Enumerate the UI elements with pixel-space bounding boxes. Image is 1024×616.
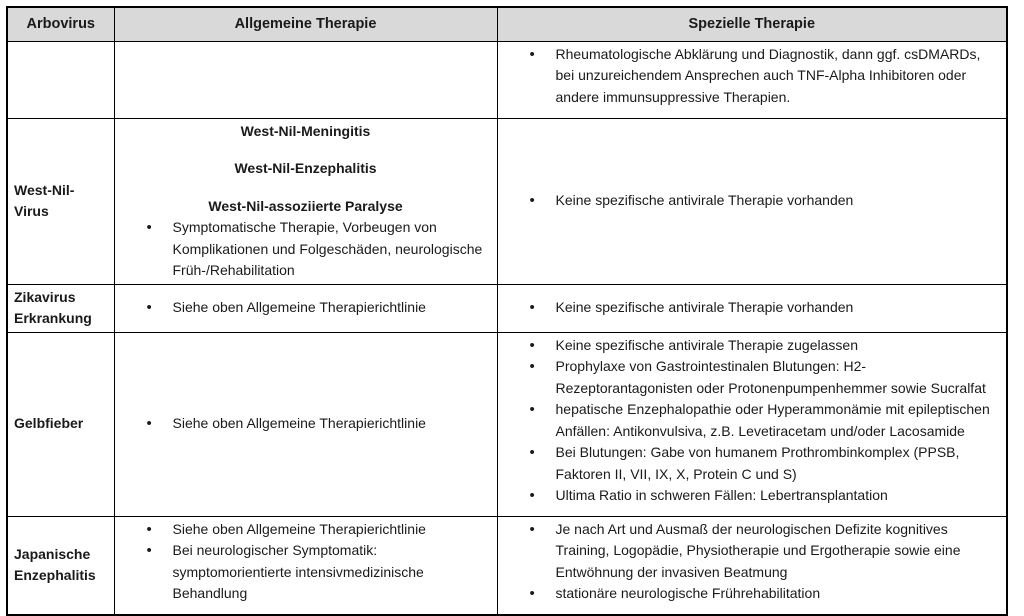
bullet-item: • Prophylaxe von Gastrointestinalen Blutungen: H2-Rezeptorantagonisten oder Protonenpumpenhemmer sowie Sucralfat [504, 356, 1001, 399]
allgemein-bullet-list [121, 297, 491, 319]
column-header-allgemeine-therapie: Allgemeine Therapie [114, 7, 497, 41]
column-header-arbovirus: Arbovirus [7, 7, 114, 41]
bullet-item: • Symptomatische Therapie, Vorbeugen von Komplikationen und Folgeschäden, neurologische Früh-/Rehabilitation [121, 217, 491, 282]
cell-allgemein [114, 284, 497, 332]
bullet-item: • Keine spezifische antivirale Therapie zugelassen [504, 335, 1001, 357]
table-row-west-nil-virus [7, 118, 1007, 284]
cell-allgemein [114, 516, 497, 615]
bullet-item: • Rheumatologische Abklärung und Diagnostik, dann ggf. csDMARDs, bei unzureichendem Ansprechen auch TNF-Alpha Inhibitoren oder andere immunsuppressive Therapien. [504, 44, 1001, 109]
cell-virus-japanische-enzephalitis: Japanische Enzephalitis [7, 516, 114, 615]
allgemein-bullet-list [121, 413, 491, 435]
allgemein-bullet-list [121, 217, 491, 282]
cell-speziell [497, 284, 1007, 332]
cell-speziell [497, 118, 1007, 284]
bullet-item: • Je nach Art und Ausmaß der neurologischen Defizite kognitives Training, Logopädie, Physiotherapie und Ergotherapie sowie eine Entwöhnung der invasiven Beatmung [504, 519, 1001, 584]
speziell-bullet-list [504, 44, 1001, 109]
cell-speziell [497, 41, 1007, 118]
bullet-item: • hepatische Enzephalopathie oder Hyperammonämie mit epileptischen Anfällen: Antikonvulsiva, z.B. Levetiracetam und/oder Lacosamide [504, 399, 1001, 442]
speziell-bullet-list [504, 190, 1001, 212]
cell-allgemein [114, 118, 497, 284]
bullet-item: • Siehe oben Allgemeine Therapierichtlinie [121, 297, 491, 319]
cell-virus-west-nil: West-Nil-Virus [7, 118, 114, 284]
table-row-gelbfieber [7, 332, 1007, 516]
table-row-continuation [7, 41, 1007, 118]
column-header-spezielle-therapie: Spezielle Therapie [497, 7, 1007, 41]
allgemein-bullet-list [121, 519, 491, 605]
bullet-item: • Keine spezifische antivirale Therapie vorhanden [504, 297, 1001, 319]
bullet-item: • stationäre neurologische Frührehabilitation [504, 583, 1001, 605]
table-row-zikavirus [7, 284, 1007, 332]
subheading-west-nil-enzephalitis: West-Nil-Enzephalitis [234, 160, 377, 176]
cell-speziell [497, 332, 1007, 516]
bullet-item: • Keine spezifische antivirale Therapie vorhanden [504, 190, 1001, 212]
bullet-item: • Bei Blutungen: Gabe von humanem Prothrombinkomplex (PPSB, Faktoren II, VII, IX, X, Protein C und S) [504, 442, 1001, 485]
bullet-item: • Bei neurologischer Symptomatik: symptomorientierte intensivmedizinische Behandlung [121, 540, 491, 605]
subheading-west-nil-paralyse: West-Nil-assoziierte Paralyse [208, 197, 403, 214]
speziell-bullet-list [504, 297, 1001, 319]
cell-virus-gelbfieber: Gelbfieber [7, 332, 114, 516]
speziell-bullet-list [504, 335, 1001, 507]
cell-speziell [497, 516, 1007, 615]
bullet-item: • Siehe oben Allgemeine Therapierichtlinie [121, 519, 491, 541]
arbovirus-therapy-table [6, 6, 1008, 616]
cell-virus-empty [7, 41, 114, 118]
speziell-bullet-list [504, 519, 1001, 605]
subheading-west-nil-meningitis: West-Nil-Meningitis [240, 122, 371, 139]
bullet-item: • Ultima Ratio in schweren Fällen: Lebertransplantation [504, 485, 1001, 507]
cell-allgemein [114, 332, 497, 516]
cell-virus-zikavirus: Zikavirus Erkrankung [7, 284, 114, 332]
cell-allgemein-empty [114, 41, 497, 118]
bullet-item: • Siehe oben Allgemeine Therapierichtlinie [121, 413, 491, 435]
header-row [7, 7, 1007, 41]
table-row-japanische-enzephalitis [7, 516, 1007, 615]
